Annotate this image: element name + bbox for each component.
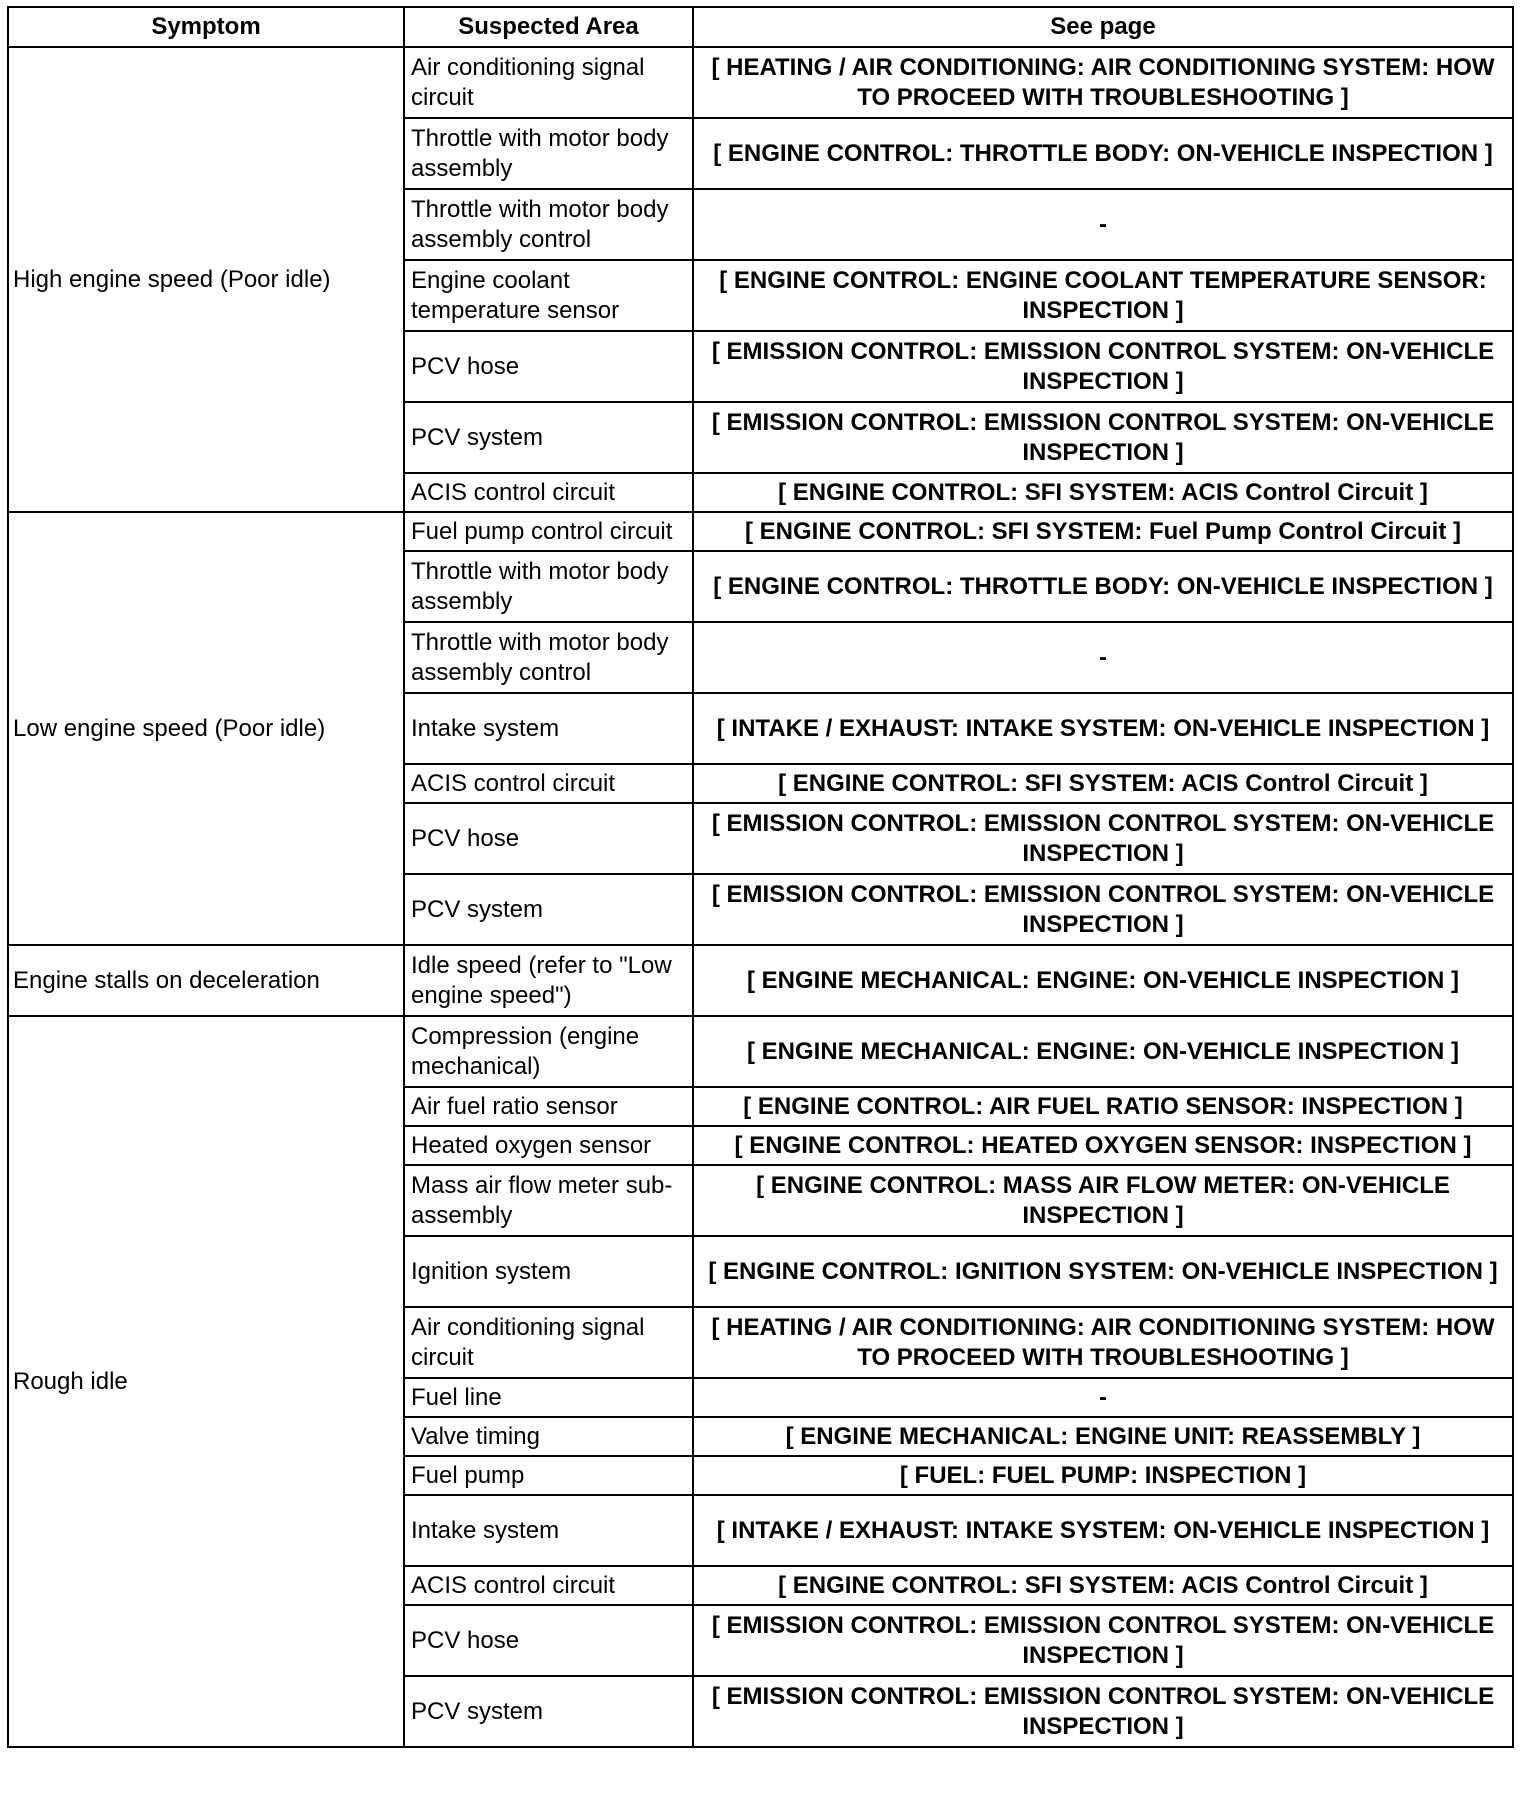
- suspected-area-cell: Air conditioning signal circuit: [404, 1307, 693, 1378]
- suspected-area-cell: Heated oxygen sensor: [404, 1126, 693, 1165]
- suspected-area-cell: Ignition system: [404, 1236, 693, 1307]
- suspected-area-cell: Mass air flow meter sub-assembly: [404, 1165, 693, 1236]
- see-page-cell: [ ENGINE MECHANICAL: ENGINE: ON-VEHICLE INSPECTION ]: [693, 1016, 1513, 1087]
- see-page-cell: [ EMISSION CONTROL: EMISSION CONTROL SYSTEM: ON-VEHICLE INSPECTION ]: [693, 402, 1513, 473]
- see-page-cell: [ ENGINE CONTROL: SFI SYSTEM: ACIS Control Circuit ]: [693, 764, 1513, 803]
- suspected-area-cell: Air fuel ratio sensor: [404, 1087, 693, 1126]
- table-row: [8, 47, 1513, 118]
- header-symptom: Symptom: [8, 7, 404, 47]
- see-page-cell: [ EMISSION CONTROL: EMISSION CONTROL SYSTEM: ON-VEHICLE INSPECTION ]: [693, 1676, 1513, 1747]
- suspected-area-cell: PCV hose: [404, 803, 693, 874]
- see-page-cell: [ ENGINE CONTROL: THROTTLE BODY: ON-VEHICLE INSPECTION ]: [693, 551, 1513, 622]
- suspected-area-cell: PCV hose: [404, 1605, 693, 1676]
- header-suspected-area: Suspected Area: [404, 7, 693, 47]
- symptom-cell: High engine speed (Poor idle): [8, 47, 404, 512]
- suspected-area-cell: PCV system: [404, 402, 693, 473]
- suspected-area-cell: Throttle with motor body assembly: [404, 118, 693, 189]
- see-page-cell: [ ENGINE CONTROL: HEATED OXYGEN SENSOR: INSPECTION ]: [693, 1126, 1513, 1165]
- see-page-cell: [ ENGINE CONTROL: SFI SYSTEM: ACIS Control Circuit ]: [693, 1566, 1513, 1605]
- see-page-cell: [ EMISSION CONTROL: EMISSION CONTROL SYSTEM: ON-VEHICLE INSPECTION ]: [693, 803, 1513, 874]
- suspected-area-cell: Air conditioning signal circuit: [404, 47, 693, 118]
- see-page-cell: [ HEATING / AIR CONDITIONING: AIR CONDITIONING SYSTEM: HOW TO PROCEED WITH TROUBLESHOOTING ]: [693, 47, 1513, 118]
- see-page-cell: [ HEATING / AIR CONDITIONING: AIR CONDITIONING SYSTEM: HOW TO PROCEED WITH TROUBLESHOOTING ]: [693, 1307, 1513, 1378]
- suspected-area-cell: Valve timing: [404, 1417, 693, 1456]
- see-page-cell: -: [693, 622, 1513, 693]
- see-page-cell: [ ENGINE MECHANICAL: ENGINE: ON-VEHICLE INSPECTION ]: [693, 945, 1513, 1016]
- suspected-area-cell: ACIS control circuit: [404, 764, 693, 803]
- see-page-cell: [ EMISSION CONTROL: EMISSION CONTROL SYSTEM: ON-VEHICLE INSPECTION ]: [693, 1605, 1513, 1676]
- see-page-cell: [ ENGINE CONTROL: AIR FUEL RATIO SENSOR: INSPECTION ]: [693, 1087, 1513, 1126]
- see-page-cell: [ ENGINE CONTROL: ENGINE COOLANT TEMPERATURE SENSOR: INSPECTION ]: [693, 260, 1513, 331]
- symptom-cell: Low engine speed (Poor idle): [8, 512, 404, 945]
- table-row: [8, 945, 1513, 1016]
- suspected-area-cell: PCV system: [404, 874, 693, 945]
- suspected-area-cell: Fuel pump control circuit: [404, 512, 693, 551]
- suspected-area-cell: ACIS control circuit: [404, 473, 693, 512]
- suspected-area-cell: Intake system: [404, 693, 693, 764]
- suspected-area-cell: ACIS control circuit: [404, 1566, 693, 1605]
- see-page-cell: [ ENGINE CONTROL: IGNITION SYSTEM: ON-VEHICLE INSPECTION ]: [693, 1236, 1513, 1307]
- see-page-cell: [ ENGINE MECHANICAL: ENGINE UNIT: REASSEMBLY ]: [693, 1417, 1513, 1456]
- suspected-area-cell: Intake system: [404, 1495, 693, 1566]
- see-page-cell: [ EMISSION CONTROL: EMISSION CONTROL SYSTEM: ON-VEHICLE INSPECTION ]: [693, 874, 1513, 945]
- see-page-cell: [ ENGINE CONTROL: SFI SYSTEM: ACIS Control Circuit ]: [693, 473, 1513, 512]
- suspected-area-cell: PCV system: [404, 1676, 693, 1747]
- table-row: [8, 1016, 1513, 1087]
- symptom-cell: Rough idle: [8, 1016, 404, 1747]
- suspected-area-cell: Fuel line: [404, 1378, 693, 1417]
- see-page-cell: [ ENGINE CONTROL: THROTTLE BODY: ON-VEHICLE INSPECTION ]: [693, 118, 1513, 189]
- suspected-area-cell: Throttle with motor body assembly control: [404, 189, 693, 260]
- table-row: [8, 512, 1513, 551]
- see-page-cell: [ ENGINE CONTROL: MASS AIR FLOW METER: ON-VEHICLE INSPECTION ]: [693, 1165, 1513, 1236]
- suspected-area-cell: Fuel pump: [404, 1456, 693, 1495]
- see-page-cell: [ FUEL: FUEL PUMP: INSPECTION ]: [693, 1456, 1513, 1495]
- see-page-cell: [ ENGINE CONTROL: SFI SYSTEM: Fuel Pump Control Circuit ]: [693, 512, 1513, 551]
- see-page-cell: [ EMISSION CONTROL: EMISSION CONTROL SYSTEM: ON-VEHICLE INSPECTION ]: [693, 331, 1513, 402]
- see-page-cell: [ INTAKE / EXHAUST: INTAKE SYSTEM: ON-VEHICLE INSPECTION ]: [693, 1495, 1513, 1566]
- suspected-area-cell: Compression (engine mechanical): [404, 1016, 693, 1087]
- see-page-cell: -: [693, 189, 1513, 260]
- suspected-area-cell: Idle speed (refer to "Low engine speed"): [404, 945, 693, 1016]
- suspected-area-cell: PCV hose: [404, 331, 693, 402]
- suspected-area-cell: Throttle with motor body assembly control: [404, 622, 693, 693]
- suspected-area-cell: Throttle with motor body assembly: [404, 551, 693, 622]
- suspected-area-cell: Engine coolant temperature sensor: [404, 260, 693, 331]
- troubleshooting-table: [7, 6, 1514, 1748]
- see-page-cell: [ INTAKE / EXHAUST: INTAKE SYSTEM: ON-VEHICLE INSPECTION ]: [693, 693, 1513, 764]
- header-see-page: See page: [693, 7, 1513, 47]
- header-row: [8, 7, 1513, 47]
- see-page-cell: -: [693, 1378, 1513, 1417]
- symptom-cell: Engine stalls on deceleration: [8, 945, 404, 1016]
